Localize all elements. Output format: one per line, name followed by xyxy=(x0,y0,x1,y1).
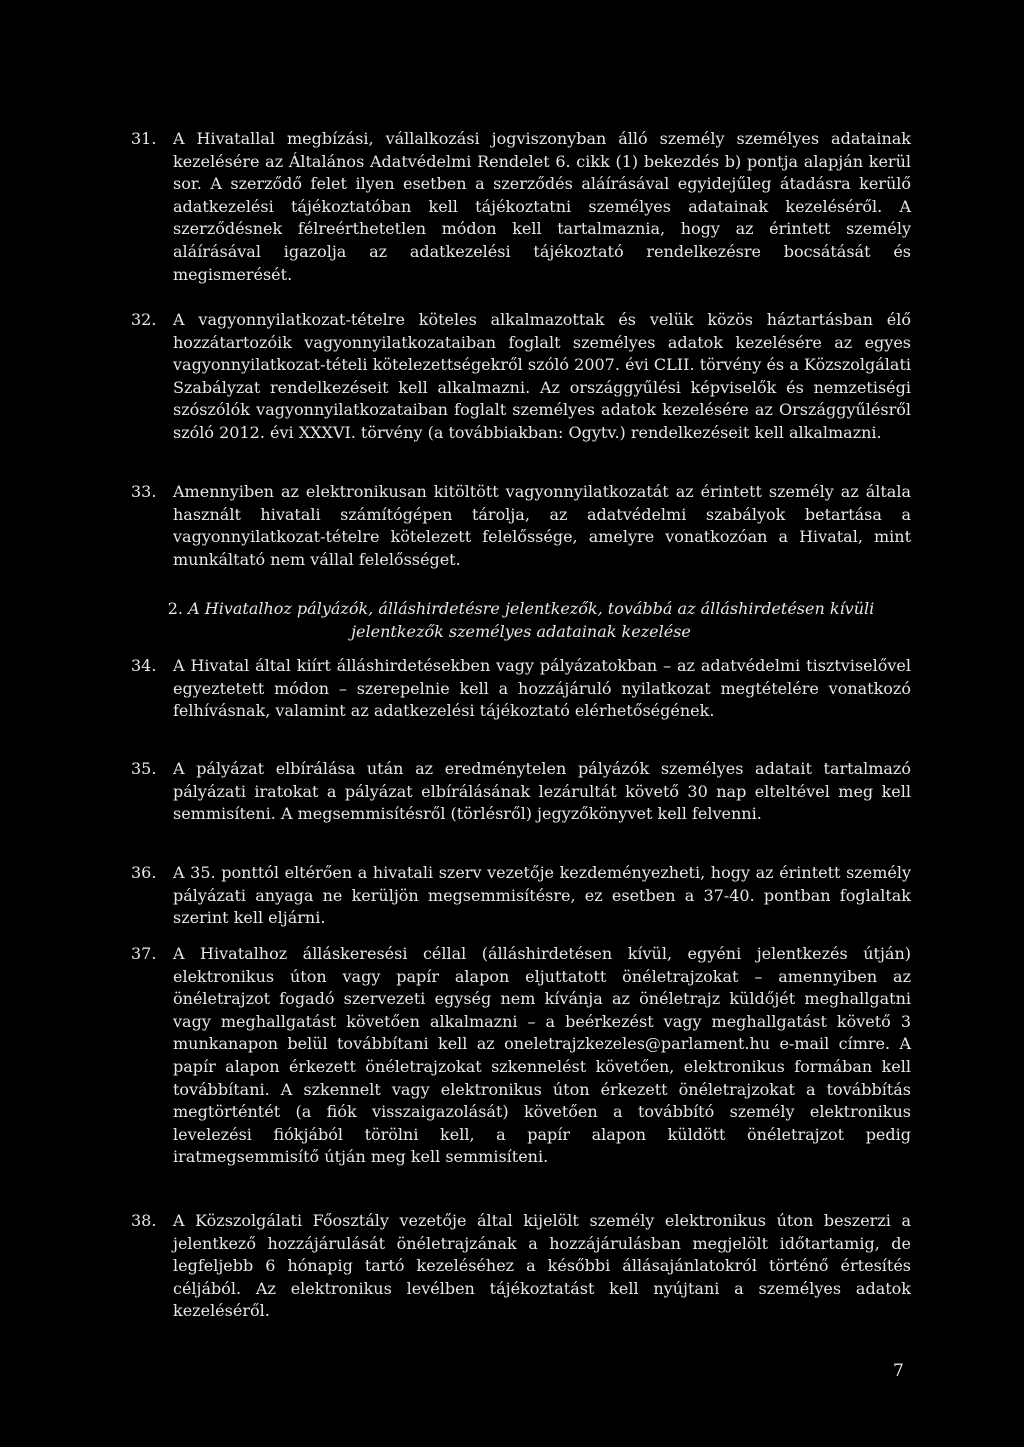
page-number: 7 xyxy=(893,1361,904,1381)
paragraph-number: 33. xyxy=(131,482,157,501)
section-title: A Hivatalhoz pályázók, álláshirdetésre jelentkezők, továbbá az álláshirdetésen kívüli jelentkezők személyes adatainak kezelése xyxy=(188,599,875,641)
section-heading xyxy=(131,598,911,643)
paragraph-number: 38. xyxy=(131,1211,157,1230)
paragraph-text: A vagyonnyilatkozat-tételre köteles alkalmazottak és velük közös háztartásban élő hozzátartozóik vagyonnyilatkozataiban foglalt személyes adatok kezelésére az egyes vagyonnyilatkozat-tételi kötelezettségekről szóló 2007. évi CLII. törvény és a Közszolgálati Szabályzat rendelkezéseit kell alkalmazni. Az országgyűlési képviselők és nemzetiségi szószólók vagyonnyilatkozataiban foglalt személyes adatok kezelésére az Országgyűlésről szóló 2012. évi XXXVI. törvény (a továbbiakban: Ogytv.) rendelkezéseit kell alkalmazni. xyxy=(173,310,911,442)
paragraph-text: A Hivatal által kiírt álláshirdetésekben vagy pályázatokban – az adatvédelmi tisztviselővel egyeztetett módon – szerepelnie kell a hozzájáruló nyilatkozat megtételére vonatkozó felhívásnak, valamint az adatkezelési tájékoztató elérhetőségének. xyxy=(173,656,911,721)
paragraph-38 xyxy=(131,1210,911,1323)
paragraph-33 xyxy=(131,481,911,571)
paragraph-34 xyxy=(131,655,911,723)
paragraph-text: A Hivatalhoz álláskeresési céllal (álláshirdetésen kívül, egyéni jelentkezés útján) elektronikus úton vagy papír alapon eljuttatott önéletrajzokat – amennyiben az önéletrajzot fogadó szervezeti egység nem kívánja az önéletrajz küldőjét meghallgatni vagy meghallgatást követően alkalmazni – a beérkezést vagy meghallgatást követő 3 munkanapon belül továbbítani kell az oneletrajzkezeles@parlament.hu e-mail címre. A papír alapon érkezett önéletrajzokat szkennelést követően, elektronikus formában kell továbbítani. A szkennelt vagy elektronikus úton érkezett önéletrajzokat a továbbítás megtörténtét (a fiók visszaigazolását) követően a továbbító személy elektronikus levelezési fiókjából törölni kell, a papír alapon küldött önéletrajzot pedig iratmegsemmisítő útján meg kell semmisíteni. xyxy=(173,944,911,1167)
section-number: 2. xyxy=(167,599,183,618)
paragraph-36 xyxy=(131,862,911,930)
paragraph-number: 34. xyxy=(131,656,157,675)
paragraph-37 xyxy=(131,943,911,1169)
paragraph-31 xyxy=(131,128,911,286)
paragraph-32 xyxy=(131,309,911,445)
paragraph-text: A 35. ponttól eltérően a hivatali szerv vezetője kezdeményezheti, hogy az érintett személy pályázati anyaga ne kerüljön megsemmisítésre, ez esetben a 37-40. pontban foglaltak szerint kell eljárni. xyxy=(173,863,911,928)
paragraph-text: A Közszolgálati Főosztály vezetője által kijelölt személy elektronikus úton beszerzi a jelentkező hozzájárulását önéletrajzának a hozzájárulásban megjelölt időtartamig, de legfeljebb 6 hónapig tartó kezeléséhez a későbbi állásajánlatokról történő értesítés céljából. Az elektronikus levélben tájékoztatást kell nyújtani a személyes adatok kezeléséről. xyxy=(173,1211,911,1321)
paragraph-number: 35. xyxy=(131,759,157,778)
paragraph-text: A pályázat elbírálása után az eredménytelen pályázók személyes adatait tartalmazó pályázati iratokat a pályázat elbírálásának lezárultát követő 30 nap elteltével meg kell semmisíteni. A megsemmisítésről (törlésről) jegyzőkönyvet kell felvenni. xyxy=(173,759,911,824)
paragraph-number: 37. xyxy=(131,944,157,963)
paragraph-35 xyxy=(131,758,911,826)
paragraph-number: 36. xyxy=(131,863,157,882)
paragraph-text: Amennyiben az elektronikusan kitöltött vagyonnyilatkozatát az érintett személy az általa használt hivatali számítógépen tárolja, az adatvédelmi szabályok betartása a vagyonnyilatkozat-tételre kötelezett felelőssége, amelyre vonatkozóan a Hivatal, mint munkáltató nem vállal felelősséget. xyxy=(173,482,911,569)
paragraph-text: A Hivatallal megbízási, vállalkozási jogviszonyban álló személy személyes adatainak kezelésére az Általános Adatvédelmi Rendelet 6. cikk (1) bekezdés b) pontja alapján kerül sor. A szerződő felet ilyen esetben a szerződés aláírásával egyidejűleg átadásra kerülő adatkezelési tájékoztatóban kell tájékoztatni személyes adatainak kezeléséről. A szerződésnek félreérthetetlen módon kell tartalmaznia, hogy az érintett személy aláírásával igazolja az adatkezelési tájékoztató rendelkezésre bocsátását és megismerését. xyxy=(173,129,911,284)
paragraph-number: 31. xyxy=(131,129,157,148)
paragraph-number: 32. xyxy=(131,310,157,329)
